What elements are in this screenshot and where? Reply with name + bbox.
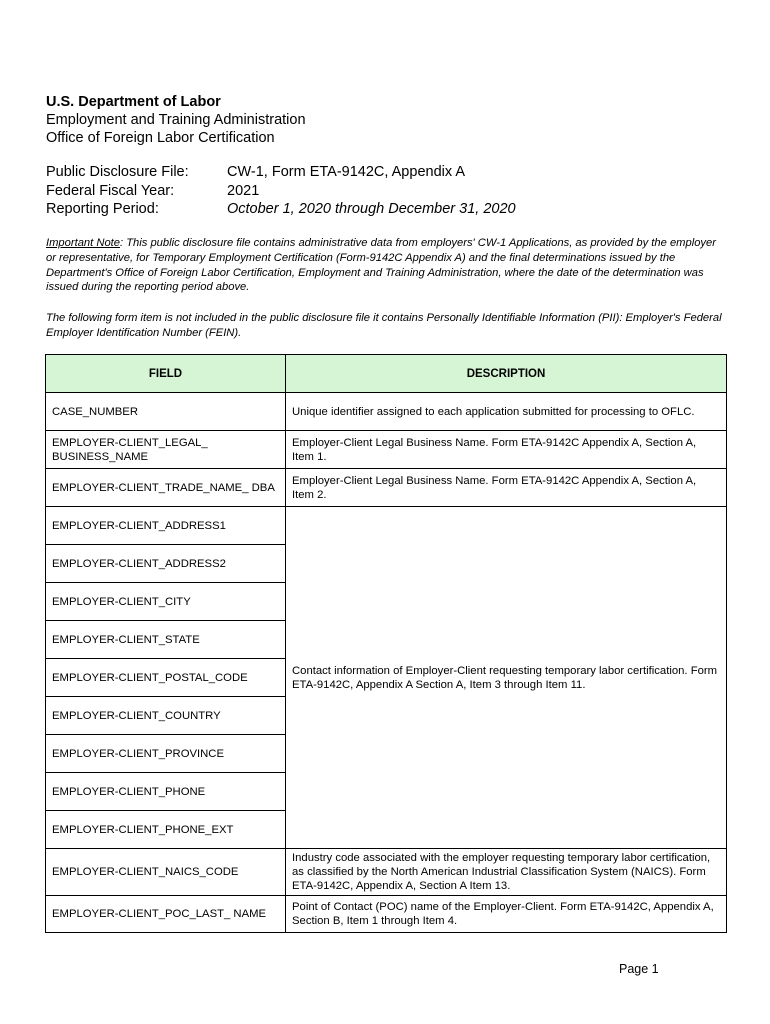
field-cell: EMPLOYER-CLIENT_ADDRESS1 [46,507,286,545]
table-row [46,431,727,469]
description-column-header: DESCRIPTION [286,355,727,393]
field-cell: EMPLOYER-CLIENT_NAICS_CODE [46,849,286,896]
agency-name: U.S. Department of Labor [46,94,221,110]
table-row [46,507,727,545]
field-table [45,354,727,933]
field-column-header: FIELD [46,355,286,393]
merged-description-cell: Contact information of Employer-Client requesting temporary labor certification. Form ETA-9142C, Appendix A Section A, Item 3 through Item 11. [286,507,727,849]
field-cell: EMPLOYER-CLIENT_PHONE_EXT [46,811,286,849]
description-cell: Employer-Client Legal Business Name. Form ETA-9142C Appendix A, Section A, Item 1. [286,431,727,469]
field-cell: EMPLOYER-CLIENT_POSTAL_CODE [46,659,286,697]
field-cell: EMPLOYER-CLIENT_PROVINCE [46,735,286,773]
meta-label: Public Disclosure File: [46,164,189,180]
agency-header [46,93,306,147]
meta-label: Reporting Period: [46,201,159,217]
field-cell: EMPLOYER-CLIENT_TRADE_NAME_ DBA [46,469,286,507]
field-cell: EMPLOYER-CLIENT_POC_LAST_ NAME [46,896,286,933]
important-note [46,236,726,295]
description-cell: Point of Contact (POC) name of the Employer-Client. Form ETA-9142C, Appendix A, Section B, Item 1 through Item 4. [286,896,727,933]
field-cell: EMPLOYER-CLIENT_ADDRESS2 [46,545,286,583]
field-cell: EMPLOYER-CLIENT_COUNTRY [46,697,286,735]
description-cell: Employer-Client Legal Business Name. Form ETA-9142C Appendix A, Section A, Item 2. [286,469,727,507]
meta-row-fiscal-year [46,182,516,201]
field-cell: EMPLOYER-CLIENT_STATE [46,621,286,659]
office-name: Office of Foreign Labor Certification [46,130,275,146]
page-number: Page 1 [619,962,659,976]
field-cell: EMPLOYER-CLIENT_CITY [46,583,286,621]
table-row [46,393,727,431]
description-cell: Industry code associated with the employer requesting temporary labor certification, as classified by the North American Industrial Classification System (NAICS). Form ETA-9142C, Appendix A, Section A Item 13. [286,849,727,896]
table-row [46,896,727,933]
division-name: Employment and Training Administration [46,112,306,128]
meta-row-file [46,163,516,182]
meta-value: 2021 [227,182,260,199]
description-cell: Unique identifier assigned to each application submitted for processing to OFLC. [286,393,727,431]
file-metadata [46,163,516,219]
meta-value: October 1, 2020 through December 31, 2020 [227,201,516,217]
meta-row-reporting-period [46,200,516,219]
table-row [46,469,727,507]
pii-note: The following form item is not included in the public disclosure file it contains Personally Identifiable Information (PII): Employer's Federal Employer Identification Number (FEIN). [46,312,722,339]
important-note-text: : This public disclosure file contains administrative data from employers' CW-1 Applications, as provided by the employer or representative, for Temporary Employment Certification (Form-9142C Appendix A) and the final determinations issued by the Department's Office of Foreign Labor Certification, Employment and Training Administration, where the date of the determination was issued during the reporting period above. [46,237,716,294]
table-row [46,849,727,896]
field-cell: EMPLOYER-CLIENT_LEGAL_ BUSINESS_NAME [46,431,286,469]
meta-label: Federal Fiscal Year: [46,182,175,199]
field-cell: EMPLOYER-CLIENT_PHONE [46,773,286,811]
important-note-label: Important Note [46,237,120,249]
meta-value: CW-1, Form ETA-9142C, Appendix A [227,164,466,180]
table-header-row [46,355,727,393]
field-cell: CASE_NUMBER [46,393,286,431]
